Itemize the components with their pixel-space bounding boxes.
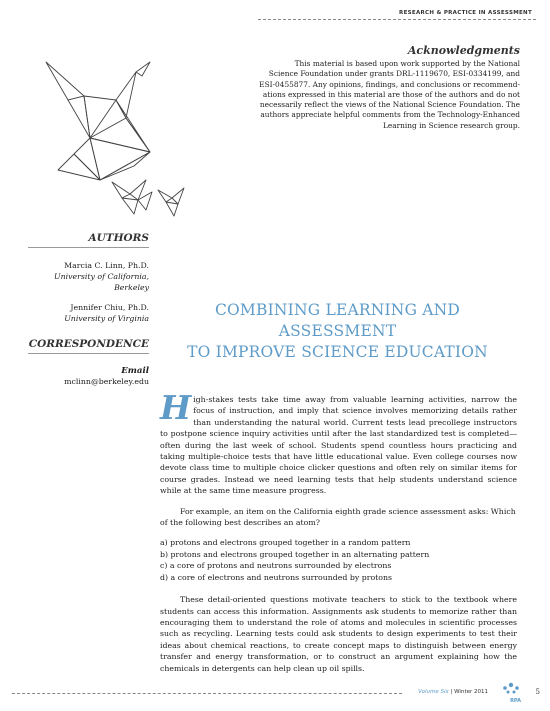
author-affiliation: University of California,	[54, 272, 149, 281]
author-affiliation: Berkeley	[114, 283, 149, 292]
origami-birds-illustration	[38, 42, 190, 220]
article-title	[160, 300, 515, 363]
author-name: Marcia C. Linn, Ph.D.	[64, 261, 149, 270]
acknowledgments-line: Learning in Science research group.	[382, 120, 520, 130]
paragraph-example: For example, an item on the California eighth grade science assessment asks: Which of the following best describes an atom?	[160, 506, 516, 528]
acknowledgments-line: This material is based upon work supported by the National	[294, 59, 520, 68]
rpa-logo-text: RPA	[510, 698, 521, 704]
author-name: Jennifer Chiu, Ph.D.	[70, 303, 149, 312]
article-body	[160, 388, 517, 674]
authors-rule	[28, 247, 149, 248]
article-title-line: TO IMPROVE SCIENCE EDUCATION	[187, 343, 488, 361]
answer-option: b) protons and electrons grouped together in an alternating pattern	[160, 549, 430, 559]
acknowledgments-line: authors appreciate helpful comments from the Technology-Enhanced	[260, 110, 520, 120]
correspondence-rule	[28, 353, 149, 354]
paragraph-discussion: These detail-oriented questions motivate teachers to stick to the textbook where students can access this information. Assignments ask students to memorize rather than encouraging them to understand the role of atoms and molecules in scientific processes such as recycling. Learning tests could ask students to design experiments to test their ideas about chemical reactions, to create concept maps to distinguish between energy transfer and energy transformation, or to construct an argument explaining how the chemicals in detergents can help clean up oil spills.	[160, 595, 517, 673]
authors-heading: AUTHORS	[88, 232, 149, 244]
acknowledgments-line: Science Foundation under grants DRL-1119670, ESI-0334199, and	[268, 69, 520, 79]
answer-options	[160, 537, 517, 583]
paragraph-intro	[160, 388, 517, 497]
acknowledgments-line: ESI-0455877. Any opinions, findings, and conclusions or recommend-	[259, 79, 520, 89]
email-label: Email	[121, 366, 149, 376]
email-address[interactable]: mclinn@berkeley.edu	[64, 377, 149, 386]
answer-option: d) a core of electrons and neutrons surrounded by protons	[160, 572, 392, 582]
drop-cap: H	[160, 388, 192, 427]
article-title-line: COMBINING LEARNING AND ASSESSMENT	[214, 301, 461, 340]
acknowledgments-line: necessarily reflect the views of the National Science Foundation. The	[259, 100, 520, 110]
answer-option: a) protons and electrons grouped together in a random pattern	[160, 538, 411, 548]
author-affiliation: University of Virginia	[64, 314, 149, 323]
paragraph-intro-text: igh-stakes tests take time away from valuable learning activities, narrow the focus of instruction, and imply that science involves memorizing details rather than understanding the natural world. Current tests lead precollege instructors to postpone science inquiry activities until after the last standardized test is completed—often during the last week of school. Students spend countless hours practicing and taking multiple-choice tests that have little educational value. Even college courses now devote class time to multiple choice clicker questions and often rely on similar items for course grades. Instead we need learning tests that help students understand science while at the same time measure progress.	[160, 395, 517, 496]
sidebar	[28, 232, 149, 387]
header-rule	[258, 19, 536, 20]
correspondence-heading: CORRESPONDENCE	[28, 338, 149, 350]
footer-issue: Volume Six | Winter 2011	[418, 689, 488, 695]
answer-option: c) a core of protons and neutrons surrounded by electrons	[160, 561, 392, 571]
author-entry	[28, 302, 149, 324]
acknowledgments-line: ations expressed in this material are those of the authors and do not	[262, 89, 520, 99]
footer-season: Winter 2011	[454, 689, 488, 695]
footer-rule	[12, 693, 402, 694]
running-head: RESEARCH & PRACTICE IN ASSESSMENT	[399, 10, 532, 16]
acknowledgments-title: Acknowledgments	[407, 44, 520, 57]
acknowledgments-block	[255, 44, 520, 131]
author-entry	[28, 260, 149, 293]
page-number: 5	[535, 688, 540, 696]
acknowledgments-text	[255, 59, 520, 131]
footer-volume: Volume Six	[418, 689, 449, 695]
